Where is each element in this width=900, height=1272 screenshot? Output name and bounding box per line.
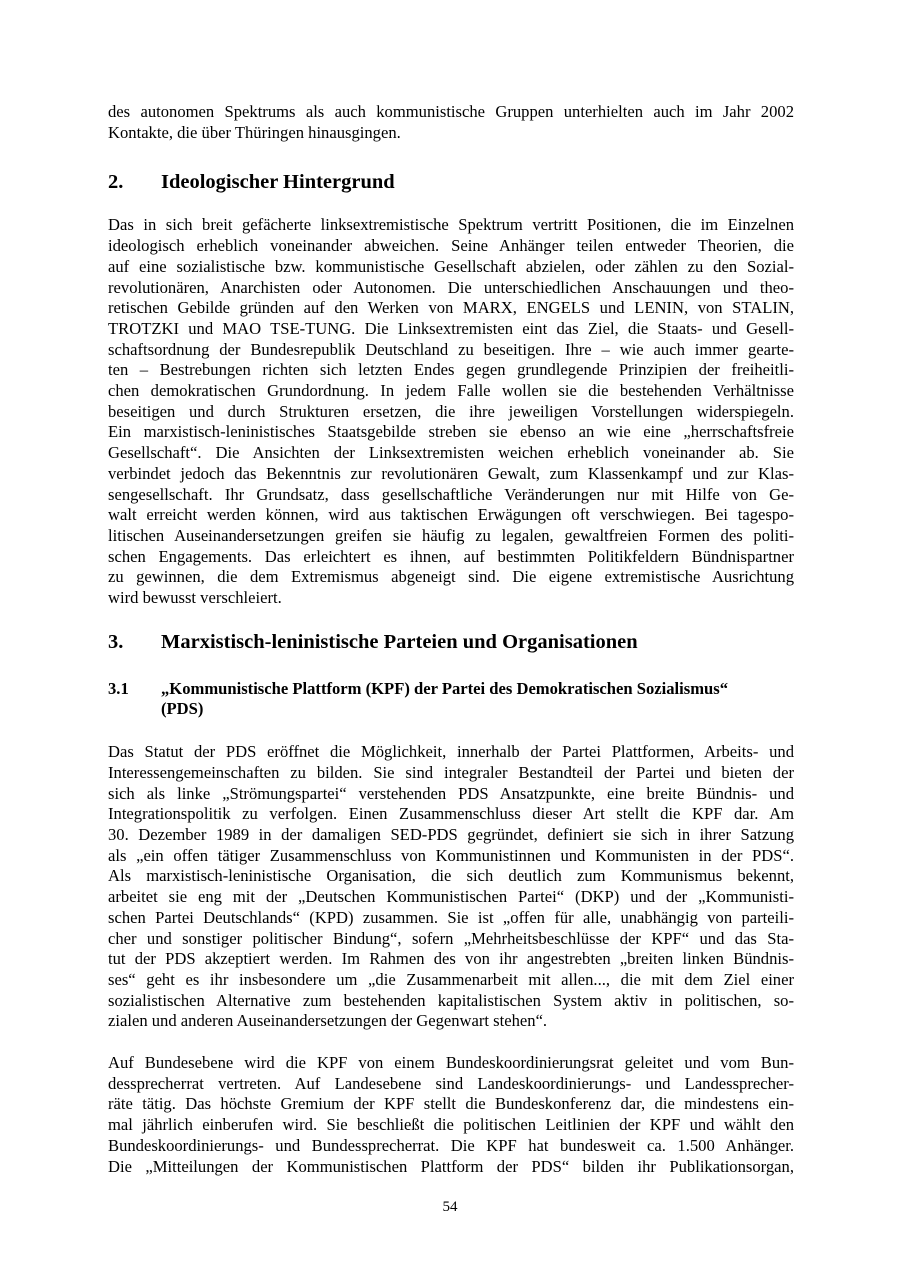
text-line: schen Engagements. Das erleichtert es ihnen, auf bestimmten Politikfeldern Bündnispartner <box>108 546 794 566</box>
section-3-heading <box>108 629 794 655</box>
document-page <box>108 102 794 1177</box>
text-line: verbindet jedoch das Bekenntnis zur revolutionären Gewalt, zum Klassenkampf und zur Klas- <box>108 463 794 483</box>
text-line: Auf Bundesebene wird die KPF von einem Bundeskoordinierungsrat geleitet und vom Bun- <box>108 1053 794 1073</box>
section-2-number: 2. <box>108 171 124 194</box>
text-line: des autonomen Spektrums als auch kommunistische Gruppen unterhielten auch im Jahr 2002 <box>108 102 794 121</box>
section-2-title: Ideologischer Hintergrund <box>161 171 395 194</box>
text-line: als „ein offen tätiger Zusammenschluss von Kommunistinnen und Kommunisten in der PDS“. <box>108 845 794 865</box>
text-line: Das Statut der PDS eröffnet die Möglichkeit, innerhalb der Partei Plattformen, Arbeits- und <box>108 742 794 762</box>
text-line: räte tätig. Das höchste Gremium der KPF stellt die Bundeskonferenz dar, die mindestens ein- <box>108 1094 794 1114</box>
text-line: TROTZKI und MAO TSE-TUNG. Die Linksextremisten eint das Ziel, die Staats- und Gesell- <box>108 318 794 338</box>
text-line: Als marxistisch-leninistische Organisation, die sich deutlich zum Kommunismus bekennt, <box>108 866 794 886</box>
text-line: ses“ geht es ihr insbesondere um „die Zusammenarbeit mit allen..., die mit dem Ziel einer <box>108 969 794 989</box>
text-line: mal jährlich einberufen wird. Sie beschließt die politischen Leitlinien der KPF und wählt den <box>108 1115 794 1135</box>
text-line: Die „Mitteilungen der Kommunistischen Plattform der PDS“ bilden ihr Publikationsorgan, <box>108 1156 794 1176</box>
text-line: litischen Auseinandersetzungen greifen sie häufig zu legalen, gewaltfreien Formen des politi- <box>108 525 794 545</box>
text-line: ideologisch erheblich voneinander abweichen. Seine Anhänger teilen entweder Theorien, die <box>108 236 794 256</box>
text-line: ten – Bestrebungen richten sich letzten Endes gegen grundlegende Prinzipien der freiheitli- <box>108 360 794 380</box>
text-line: tut der PDS akzeptiert werden. Im Rahmen des von ihr angestrebten „breiten linken Bündnis- <box>108 949 794 969</box>
section-2-heading <box>108 169 794 195</box>
intro-paragraph <box>108 102 794 143</box>
page-number: 54 <box>442 1199 458 1215</box>
text-line: arbeitet sie eng mit der „Deutschen Kommunistischen Partei“ (DKP) und der „Kommunisti- <box>108 887 794 907</box>
text-line: sich als linke „Strömungspartei“ verstehenden PDS Ansatzpunkte, eine breite Bündnis- und <box>108 783 794 803</box>
section-3-1-title-line-2: (PDS) <box>161 699 204 719</box>
section-3-1-heading <box>108 679 794 720</box>
text-line: sozialistischen Alternative zum bestehenden kapitalistischen System aktiv in politischen, so- <box>108 990 794 1010</box>
section-3-1-title <box>161 679 728 720</box>
section-3-1-paragraph-2 <box>108 1053 794 1177</box>
text-line: auf eine sozialistische bzw. kommunistische Gesellschaft abzielen, oder zählen zu den Sozial- <box>108 256 794 276</box>
text-line: cher und sonstiger politischer Bindung“, sofern „Mehrheitsbeschlüsse der KPF“ und das Sta- <box>108 928 794 948</box>
text-line: chen demokratischen Grundordnung. In jedem Falle wollen sie die bestehenden Verhältnisse <box>108 381 794 401</box>
section-3-1-title-line-1: „Kommunistische Plattform (KPF) der Partei des Demokratischen Sozialismus“ <box>161 678 729 698</box>
section-3-number: 3. <box>108 630 124 653</box>
section-2-paragraph <box>108 215 794 608</box>
text-line: 30. Dezember 1989 in der damaligen SED-PDS gegründet, definiert sie sich in ihrer Satzung <box>108 824 794 844</box>
text-line: schaftsordnung der Bundesrepublik Deutschland zu beseitigen. Ihre – wie auch immer gearte- <box>108 339 794 359</box>
text-line: wird bewusst verschleiert. <box>108 588 282 608</box>
text-line: Gesellschaft“. Die Ansichten der Linksextremisten weichen erheblich voneinander ab. Sie <box>108 443 794 463</box>
section-3-title: Marxistisch-leninistische Parteien und Organisationen <box>161 630 638 653</box>
section-3-1-number: 3.1 <box>108 678 129 698</box>
section-3-1-paragraph-1 <box>108 742 794 1032</box>
text-line: walt erreicht werden können, wird aus taktischen Erwägungen oft verschwiegen. Bei tagespo- <box>108 505 794 525</box>
text-line: Kontakte, die über Thüringen hinausgingen. <box>108 122 401 142</box>
text-line: zialen und anderen Auseinandersetzungen der Gegenwart stehen“. <box>108 1011 548 1031</box>
text-line: Bundeskoordinierungs- und Bundessprecherrat. Die KPF hat bundesweit ca. 1.500 Anhänger. <box>108 1135 794 1155</box>
text-line: revolutionären, Anarchisten oder Autonomen. Die unterschiedlichen Anschauungen und theo- <box>108 277 794 297</box>
text-line: zu gewinnen, die dem Extremismus abgeneigt sind. Die eigene extremistische Ausrichtung <box>108 567 794 587</box>
text-line: sengesellschaft. Ihr Grundsatz, dass gesellschaftliche Veränderungen nur mit Hilfe von Ge- <box>108 484 794 504</box>
text-line: Ein marxistisch-leninistisches Staatsgebilde streben sie ebenso an wie eine „herrschaftsfreie <box>108 422 794 442</box>
text-line: schen Partei Deutschlands“ (KPD) zusammen. Sie ist „offen für alle, unabhängig von parteili- <box>108 907 794 927</box>
text-line: retischen Gebilde gründen auf den Werken von MARX, ENGELS und LENIN, von STALIN, <box>108 298 794 318</box>
text-line: Integrationspolitik zu verfolgen. Einen Zusammenschluss dieser Art stellt die KPF dar. Am <box>108 804 794 824</box>
text-line: dessprecherrat vertreten. Auf Landesebene sind Landeskoordinierungs- und Landessprecher- <box>108 1073 794 1093</box>
text-line: Das in sich breit gefächerte linksextremistische Spektrum vertritt Positionen, die im Einzelnen <box>108 215 794 235</box>
text-line: beseitigen und durch Strukturen ersetzen, die ihre jeweiligen Vorstellungen widerspiegeln. <box>108 401 794 421</box>
text-line: Interessengemeinschaften zu bilden. Sie sind integraler Bestandteil der Partei und bieten der <box>108 762 794 782</box>
